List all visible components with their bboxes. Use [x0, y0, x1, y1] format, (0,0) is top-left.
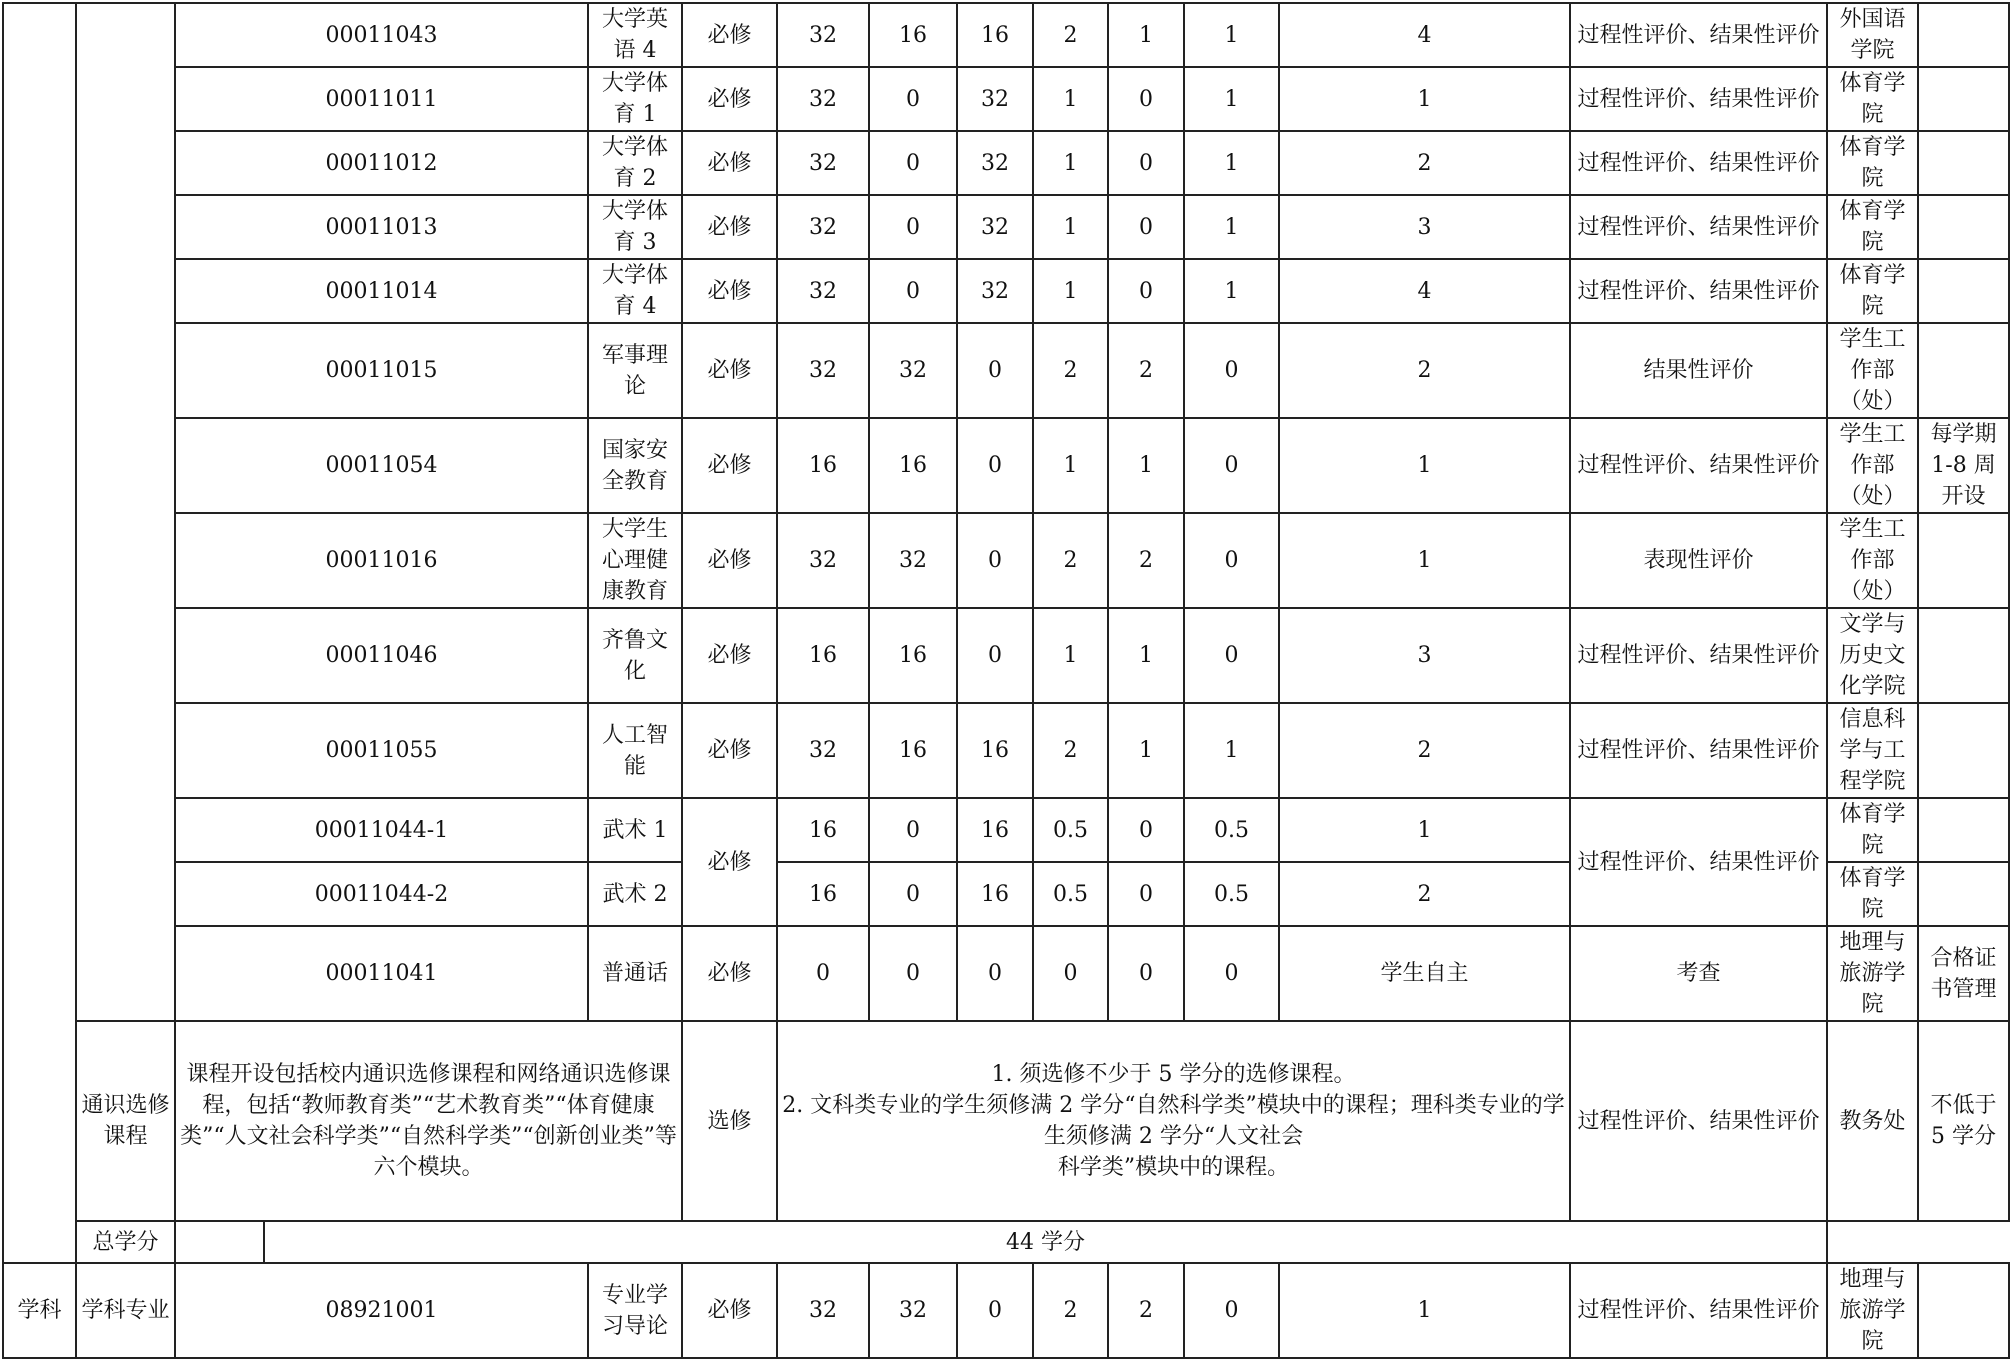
- practice-hours: 32: [957, 67, 1033, 131]
- practice-hours: 0: [957, 1263, 1033, 1358]
- table-row: [3, 259, 2009, 323]
- course-name: 大学体育 3: [588, 195, 682, 259]
- total-hours: 32: [777, 1263, 869, 1358]
- semester: 学生自主: [1279, 926, 1570, 1021]
- course-name: 军事理论: [588, 323, 682, 418]
- department: 体育学院: [1827, 67, 1918, 131]
- course-type: 必修: [682, 418, 777, 513]
- remark: [1918, 259, 2009, 323]
- practice-hours: 16: [957, 798, 1033, 862]
- course-type: 必修: [682, 798, 777, 926]
- course-name: 大学生心理健康教育: [588, 513, 682, 608]
- course-type: 必修: [682, 703, 777, 798]
- total-hours: 16: [777, 418, 869, 513]
- course-type: 必修: [682, 926, 777, 1021]
- department: 体育学院: [1827, 195, 1918, 259]
- semester: 4: [1279, 3, 1570, 67]
- course-name: 人工智能: [588, 703, 682, 798]
- practice-hours: 16: [957, 3, 1033, 67]
- credits: 2: [1033, 513, 1108, 608]
- total-hours: 32: [777, 703, 869, 798]
- course-name: 齐鲁文化: [588, 608, 682, 703]
- total-hours: 32: [777, 67, 869, 131]
- department: 教务处: [1827, 1021, 1918, 1221]
- practice-hours: 0: [957, 513, 1033, 608]
- theory-credits: 2: [1108, 323, 1184, 418]
- remark: [1918, 513, 2009, 608]
- table-row: [3, 1263, 2009, 1358]
- theory-credits: 0: [1108, 131, 1184, 195]
- course-code: 00011015: [175, 323, 588, 418]
- assessment: 过程性评价、结果性评价: [1570, 418, 1827, 513]
- course-type: 必修: [682, 131, 777, 195]
- theory-credits: 0: [1108, 862, 1184, 926]
- course-name: 国家安全教育: [588, 418, 682, 513]
- course-code: 00011044-2: [175, 862, 588, 926]
- total-hours: 32: [777, 3, 869, 67]
- requirement-3: 科学类”模块中的课程。: [1057, 1155, 1290, 1180]
- course-name: 普通话: [588, 926, 682, 1021]
- assessment: 过程性评价、结果性评价: [1570, 131, 1827, 195]
- credits: 0: [1033, 926, 1108, 1021]
- total-credits: 44 学分: [264, 1221, 1827, 1263]
- theory-hours: 32: [869, 513, 957, 608]
- total-label: 总学分: [76, 1221, 175, 1263]
- assessment: 表现性评价: [1570, 513, 1827, 608]
- theory-credits: 0: [1108, 798, 1184, 862]
- remark: 不低于 5 学分: [1918, 1021, 2009, 1221]
- remark: [1918, 3, 2009, 67]
- practice-credits: 0: [1184, 608, 1279, 703]
- course-code: 00011043: [175, 3, 588, 67]
- table-row: [3, 513, 2009, 608]
- remark: [1918, 798, 2009, 862]
- course-name: 武术 2: [588, 862, 682, 926]
- semester: 1: [1279, 798, 1570, 862]
- theory-hours: 0: [869, 862, 957, 926]
- course-name: 武术 1: [588, 798, 682, 862]
- course-name: 大学体育 1: [588, 67, 682, 131]
- practice-hours: 0: [957, 418, 1033, 513]
- course-table: [2, 2, 2010, 1359]
- total-hours: 32: [777, 323, 869, 418]
- theory-credits: 0: [1108, 259, 1184, 323]
- semester: 1: [1279, 418, 1570, 513]
- practice-credits: 0: [1184, 418, 1279, 513]
- practice-credits: 1: [1184, 195, 1279, 259]
- course-code: 00011054: [175, 418, 588, 513]
- semester: 2: [1279, 131, 1570, 195]
- practice-credits: 0.5: [1184, 798, 1279, 862]
- remark: 合格证书管理: [1918, 926, 2009, 1021]
- semester: 3: [1279, 195, 1570, 259]
- theory-credits: 1: [1108, 703, 1184, 798]
- theory-hours: 16: [869, 418, 957, 513]
- table-row: [3, 703, 2009, 798]
- course-name: 大学体育 4: [588, 259, 682, 323]
- remark: [1918, 862, 2009, 926]
- theory-credits: 1: [1108, 3, 1184, 67]
- assessment: 过程性评价、结果性评价: [1570, 703, 1827, 798]
- practice-credits: 0: [1184, 1263, 1279, 1358]
- course-type: 必修: [682, 3, 777, 67]
- course-code: 08921001: [175, 1263, 588, 1358]
- semester: 1: [1279, 1263, 1570, 1358]
- department: 地理与旅游学院: [1827, 1263, 1918, 1358]
- assessment: 过程性评价、结果性评价: [1570, 798, 1827, 926]
- department: 地理与旅游学院: [1827, 926, 1918, 1021]
- assessment: 过程性评价、结果性评价: [1570, 1021, 1827, 1221]
- department: 体育学院: [1827, 131, 1918, 195]
- remark: [1918, 323, 2009, 418]
- course-type: 必修: [682, 1263, 777, 1358]
- course-name: 大学体育 2: [588, 131, 682, 195]
- theory-hours: 16: [869, 608, 957, 703]
- semester: 2: [1279, 862, 1570, 926]
- remark: [1918, 608, 2009, 703]
- practice-credits: 0: [1184, 323, 1279, 418]
- practice-credits: 0: [1184, 926, 1279, 1021]
- semester: 2: [1279, 703, 1570, 798]
- theory-credits: 0: [1108, 195, 1184, 259]
- course-code: 00011041: [175, 926, 588, 1021]
- credits: 2: [1033, 323, 1108, 418]
- department: 信息科学与工程学院: [1827, 703, 1918, 798]
- department: 体育学院: [1827, 862, 1918, 926]
- requirement-2: 2. 文科类专业的学生须修满 2 学分“自然科学类”模块中的课程；理科类专业的学生须修满 2 学分“人文社会: [782, 1093, 1565, 1149]
- theory-hours: 0: [869, 67, 957, 131]
- assessment: 考查: [1570, 926, 1827, 1021]
- credits: 2: [1033, 3, 1108, 67]
- course-type: 必修: [682, 259, 777, 323]
- theory-hours: 0: [869, 195, 957, 259]
- theory-credits: 2: [1108, 1263, 1184, 1358]
- assessment: 结果性评价: [1570, 323, 1827, 418]
- total-hours: 32: [777, 259, 869, 323]
- table-row: [3, 323, 2009, 418]
- semester: 1: [1279, 513, 1570, 608]
- theory-credits: 2: [1108, 513, 1184, 608]
- theory-hours: 0: [869, 131, 957, 195]
- practice-hours: 0: [957, 608, 1033, 703]
- credits: 2: [1033, 703, 1108, 798]
- table-row: [3, 418, 2009, 513]
- course-code: 00011013: [175, 195, 588, 259]
- practice-credits: 1: [1184, 703, 1279, 798]
- practice-credits: 1: [1184, 67, 1279, 131]
- remark: [1918, 131, 2009, 195]
- practice-hours: 32: [957, 195, 1033, 259]
- department: 学生工作部（处）: [1827, 323, 1918, 418]
- theory-credits: 1: [1108, 418, 1184, 513]
- course-name: 大学英语 4: [588, 3, 682, 67]
- theory-hours: 16: [869, 703, 957, 798]
- semester: 2: [1279, 323, 1570, 418]
- table-row: [3, 1021, 2009, 1221]
- assessment: 过程性评价、结果性评价: [1570, 3, 1827, 67]
- credits: 0.5: [1033, 798, 1108, 862]
- total-hours: 32: [777, 131, 869, 195]
- total-hours: 32: [777, 195, 869, 259]
- course-code: 00011012: [175, 131, 588, 195]
- elective-requirements: [777, 1021, 1570, 1221]
- practice-credits: 0.5: [1184, 862, 1279, 926]
- semester: 4: [1279, 259, 1570, 323]
- practice-hours: 0: [957, 926, 1033, 1021]
- department: 学生工作部（处）: [1827, 418, 1918, 513]
- credits: 1: [1033, 67, 1108, 131]
- assessment: 过程性评价、结果性评价: [1570, 608, 1827, 703]
- assessment: 过程性评价、结果性评价: [1570, 259, 1827, 323]
- semester: 3: [1279, 608, 1570, 703]
- remark: 每学期 1-8 周开设: [1918, 418, 2009, 513]
- table-row: [3, 1221, 2009, 1263]
- course-name: 专业学习导论: [588, 1263, 682, 1358]
- total-hours: 16: [777, 862, 869, 926]
- credits: 1: [1033, 418, 1108, 513]
- remark: [1918, 1263, 2009, 1358]
- course-type: 选修: [682, 1021, 777, 1221]
- elective-description: 课程开设包括校内通识选修课程和网络通识选修课程，包括“教师教育类”“艺术教育类”“体育健康类”“人文社会科学类”“自然科学类”“创新创业类”等六个模块。: [175, 1021, 682, 1221]
- course-type: 必修: [682, 195, 777, 259]
- total-hours: 0: [777, 926, 869, 1021]
- practice-credits: 1: [1184, 3, 1279, 67]
- total-hours: 16: [777, 798, 869, 862]
- course-type: 必修: [682, 67, 777, 131]
- course-type: 必修: [682, 323, 777, 418]
- table-row: [3, 608, 2009, 703]
- department: 文学与历史文化学院: [1827, 608, 1918, 703]
- credits: 0.5: [1033, 862, 1108, 926]
- course-code: 00011046: [175, 608, 588, 703]
- subcategory-cell: [76, 3, 175, 1021]
- practice-credits: 1: [1184, 259, 1279, 323]
- subcategory-label: 学科专业: [76, 1263, 175, 1358]
- theory-hours: 0: [869, 798, 957, 862]
- theory-credits: 0: [1108, 67, 1184, 131]
- course-code: 00011014: [175, 259, 588, 323]
- credits: 2: [1033, 1263, 1108, 1358]
- semester: 1: [1279, 67, 1570, 131]
- course-code: 00011011: [175, 67, 588, 131]
- table-row: [3, 195, 2009, 259]
- theory-hours: 32: [869, 323, 957, 418]
- credits: 1: [1033, 195, 1108, 259]
- theory-hours: 0: [869, 926, 957, 1021]
- practice-credits: 1: [1184, 131, 1279, 195]
- practice-hours: 0: [957, 323, 1033, 418]
- total-empty-cell: [175, 1221, 264, 1263]
- practice-hours: 32: [957, 131, 1033, 195]
- table-row: [3, 798, 2009, 862]
- elective-label: 通识选修课程: [76, 1021, 175, 1221]
- practice-hours: 16: [957, 862, 1033, 926]
- category-label: 学科: [3, 1263, 76, 1358]
- total-hours: 32: [777, 513, 869, 608]
- credits: 1: [1033, 608, 1108, 703]
- credits: 1: [1033, 131, 1108, 195]
- department: 体育学院: [1827, 259, 1918, 323]
- course-code: 00011044-1: [175, 798, 588, 862]
- practice-hours: 32: [957, 259, 1033, 323]
- table-row: [3, 67, 2009, 131]
- requirement-1: 1. 须选修不少于 5 学分的选修课程。: [991, 1062, 1356, 1087]
- practice-hours: 16: [957, 703, 1033, 798]
- total-hours: 16: [777, 608, 869, 703]
- remark: [1918, 195, 2009, 259]
- credits: 1: [1033, 259, 1108, 323]
- course-type: 必修: [682, 608, 777, 703]
- category-cell: [3, 3, 76, 1263]
- course-code: 00011055: [175, 703, 588, 798]
- department: 外国语学院: [1827, 3, 1918, 67]
- course-type: 必修: [682, 513, 777, 608]
- remark: [1918, 67, 2009, 131]
- assessment: 过程性评价、结果性评价: [1570, 1263, 1827, 1358]
- theory-hours: 32: [869, 1263, 957, 1358]
- table-row: [3, 3, 2009, 67]
- course-code: 00011016: [175, 513, 588, 608]
- department: 体育学院: [1827, 798, 1918, 862]
- assessment: 过程性评价、结果性评价: [1570, 195, 1827, 259]
- theory-hours: 16: [869, 3, 957, 67]
- table-row: [3, 926, 2009, 1021]
- department: 学生工作部（处）: [1827, 513, 1918, 608]
- theory-hours: 0: [869, 259, 957, 323]
- table-row: [3, 131, 2009, 195]
- remark: [1918, 703, 2009, 798]
- theory-credits: 1: [1108, 608, 1184, 703]
- theory-credits: 0: [1108, 926, 1184, 1021]
- assessment: 过程性评价、结果性评价: [1570, 67, 1827, 131]
- practice-credits: 0: [1184, 513, 1279, 608]
